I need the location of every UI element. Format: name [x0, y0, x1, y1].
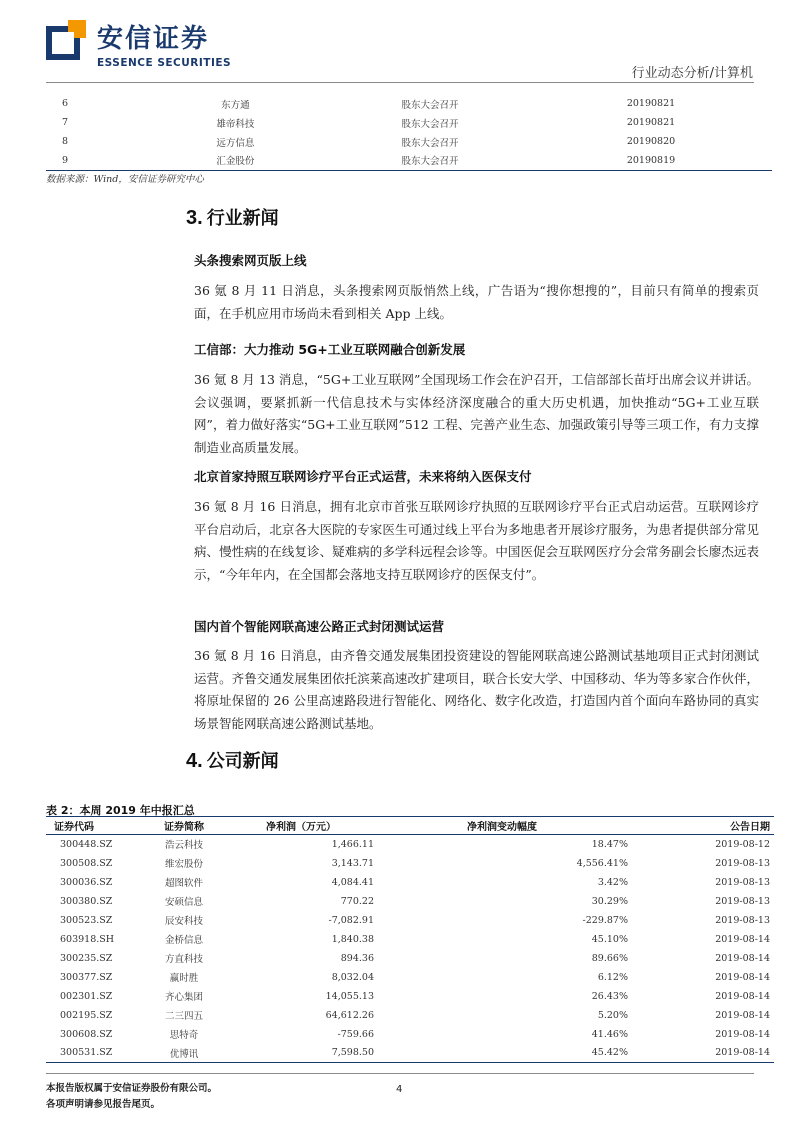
stock-code: 300531.SZ [46, 1044, 140, 1063]
stock-name: 优博讯 [140, 1044, 228, 1063]
profit-change: -229.87% [582, 914, 628, 926]
announce-date: 2019-08-12 [715, 838, 770, 850]
net-profit: 894.36 [340, 952, 374, 964]
stock-name: 齐心集团 [164, 992, 203, 1003]
profit-change: 89.66% [591, 952, 628, 964]
announce-date: 2019-08-13 [715, 857, 770, 869]
news-title: 北京首家持照互联网诊疗平台正式运营，未来将纳入医保支付 [194, 469, 532, 484]
profit-change: 45.42% [376, 1044, 630, 1063]
stock-code: 300380.SZ [60, 895, 113, 907]
section-title: 行业新闻 [206, 208, 279, 229]
table-row [46, 835, 774, 854]
table-row [46, 94, 772, 113]
essence-logo-icon [46, 20, 90, 64]
header-name: 证券简称 [140, 817, 228, 835]
header-code: 证券代码 [46, 817, 140, 835]
event: 股东大会召开 [330, 151, 530, 170]
header-divider [46, 82, 754, 83]
event-date: 20190819 [530, 151, 772, 170]
net-profit: 1,840.38 [331, 933, 374, 945]
news-title: 工信部：大力推动 5G+工业互联网融合创新发展 [194, 342, 466, 357]
news-body: 36 氪 8 月 16 日消息，由齐鲁交通发展集团投资建设的智能网联高速公路测试基地项目正式封闭测试运营。齐鲁交通发展集团依托滨莱高速改扩建项目，联合长安大学、中国移动、华为等多家合作伙伴，将原址保留的 26 公里高速路段进行智能化、网络化、数字化改造，打造国内首个面向车路协同的真实场景智能网联高速公路测试基地。 [194, 648, 759, 731]
stock-name: 赢时胜 [169, 973, 199, 984]
event-date: 20190821 [626, 117, 676, 128]
table-row [46, 1025, 774, 1044]
table-row [46, 1044, 774, 1063]
stock-name: 浩云科技 [164, 840, 203, 852]
stock-code: 300448.SZ [60, 838, 113, 850]
stock-code: 300377.SZ [60, 971, 113, 983]
header-net-profit: 净利润（万元） [228, 817, 376, 835]
announce-date: 2019-08-13 [715, 876, 770, 888]
table-row [46, 873, 774, 892]
net-profit: 14,055.13 [325, 990, 374, 1002]
stock-code: 300523.SZ [60, 914, 113, 926]
copyright-note: 本报告版权属于安信证券股份有限公司。 [46, 1083, 218, 1094]
row-number: 9 [46, 151, 141, 170]
announce-date: 2019-08-13 [715, 895, 770, 907]
table-row [46, 949, 774, 968]
net-profit: 8,032.04 [331, 971, 374, 983]
announce-date: 2019-08-14 [715, 971, 770, 983]
news-title: 国内首个智能网联高速公路正式封闭测试运营 [194, 619, 445, 634]
table-row [46, 854, 774, 873]
company-name: 东方通 [221, 99, 250, 111]
section-number: 4. [186, 750, 203, 772]
stock-name: 金桥信息 [164, 935, 203, 946]
announce-date: 2019-08-14 [715, 1009, 770, 1021]
profit-change: 30.29% [591, 895, 628, 907]
event: 股东大会召开 [401, 99, 459, 111]
news-body: 36 氪 8 月 13 消息，“5G+工业互联网”全国现场工作会在沪召开，工信部部长苗圩出席会议并讲话。会议强调，要紧抓新一代信息技术与实体经济深度融合的重大历史机遇，加快推动“5G+工业互联网”，着力做好落实“5G+工业互联网”512 工程、完善产业生态、加强政策引导等三项工作，有力支撑制造业高质量发展。 [194, 372, 759, 455]
section-3-heading [186, 204, 279, 230]
profit-change: 18.47% [591, 838, 628, 850]
data-source-note: 数据来源：Wind，安信证券研究中心 [46, 174, 204, 185]
interim-report-table [46, 816, 774, 1063]
net-profit: -759.66 [337, 1028, 374, 1040]
news-body: 36 氪 8 月 16 日消息，拥有北京市首张互联网诊疗执照的互联网诊疗平台正式启动运营。互联网诊疗平台启动后，北京各大医院的专家医生可通过线上平台为多地患者开展诊疗服务，为患者提供部分常见病、慢性病的在线复诊、疑难病的多学科远程会诊等。中国医促会互联网医疗分会常务副会长廖杰远表示，“今年年内，在全国都会落地支持互联网诊疗的医保支付”。 [194, 499, 759, 582]
profit-change: 4,556.41% [576, 857, 628, 869]
event-date: 20190821 [626, 98, 676, 109]
net-profit: 3,143.71 [331, 857, 374, 869]
table-row [46, 151, 772, 170]
stock-code: 002195.SZ [60, 1009, 113, 1021]
stock-name: 二三四五 [164, 1011, 203, 1022]
event: 股东大会召开 [401, 137, 459, 149]
announce-date: 2019-08-14 [715, 1028, 770, 1040]
stock-name: 超图软件 [164, 878, 203, 889]
net-profit: 7,598.50 [228, 1044, 376, 1063]
net-profit: 4,084.41 [331, 876, 374, 888]
profit-change: 6.12% [597, 971, 628, 983]
table-row [46, 987, 774, 1006]
announce-date: 2019-08-14 [715, 952, 770, 964]
stock-name: 思特奇 [169, 1030, 199, 1041]
company-name: 雄帝科技 [216, 118, 255, 130]
logo-chinese: 安信证券 [97, 24, 210, 54]
stock-name: 辰安科技 [164, 916, 203, 927]
footer-divider [46, 1073, 754, 1074]
stock-name: 安硕信息 [164, 897, 203, 908]
stock-code: 300608.SZ [60, 1028, 113, 1040]
company-name: 远方信息 [216, 137, 255, 149]
net-profit: 1,466.11 [331, 838, 374, 850]
profit-change: 26.43% [591, 990, 628, 1002]
meeting-table [46, 94, 772, 171]
row-number: 6 [62, 98, 69, 109]
table-caption: 表 2：本周 2019 年中报汇总 [46, 804, 195, 817]
event: 股东大会召开 [401, 118, 459, 130]
announce-date: 2019-08-14 [715, 990, 770, 1002]
profit-change: 3.42% [597, 876, 628, 888]
table-row [46, 1006, 774, 1025]
net-profit: 770.22 [340, 895, 374, 907]
stock-name: 维宏股份 [164, 859, 203, 870]
section-number: 3. [186, 207, 203, 229]
row-number: 8 [62, 136, 69, 147]
net-profit: 64,612.26 [325, 1009, 374, 1021]
profit-change: 5.20% [597, 1009, 628, 1021]
table-row [46, 892, 774, 911]
event-date: 20190820 [626, 136, 676, 147]
logo-english: ESSENCE SECURITIES [97, 57, 232, 69]
table-row [46, 930, 774, 949]
news-body: 36 氪 8 月 11 日消息，头条搜索网页版悄然上线，广告语为“搜你想搜的”，目前只有简单的搜索页面，在手机应用市场尚未看到相关 App 上线。 [194, 283, 759, 321]
table-row [46, 968, 774, 987]
stock-code: 300508.SZ [60, 857, 113, 869]
table-header-row [46, 817, 774, 835]
header-profit-change: 净利润变动幅度 [376, 817, 630, 835]
stock-code: 603918.SH [60, 933, 115, 945]
table-row [46, 911, 774, 930]
stock-code: 300235.SZ [60, 952, 113, 964]
net-profit: -7,082.91 [328, 914, 374, 926]
announce-date: 2019-08-14 [715, 933, 770, 945]
header-date: 公告日期 [630, 817, 774, 835]
disclaimer-note: 各项声明请参见报告尾页。 [46, 1099, 161, 1110]
table-row [46, 113, 772, 132]
page-number: 4 [396, 1084, 403, 1095]
company-name: 汇金股份 [141, 151, 330, 170]
stock-code: 300036.SZ [60, 876, 113, 888]
stock-code: 002301.SZ [60, 990, 113, 1002]
profit-change: 41.46% [591, 1028, 628, 1040]
stock-name: 方直科技 [164, 954, 203, 965]
section-4-heading [186, 747, 279, 773]
page-header [0, 0, 800, 90]
news-title: 头条搜索网页版上线 [194, 253, 307, 268]
row-number: 7 [62, 117, 69, 128]
announce-date: 2019-08-14 [630, 1044, 774, 1063]
announce-date: 2019-08-13 [715, 914, 770, 926]
profit-change: 45.10% [591, 933, 628, 945]
report-type: 行业动态分析/计算机 [631, 66, 753, 81]
table-row [46, 132, 772, 151]
section-title: 公司新闻 [206, 751, 279, 772]
